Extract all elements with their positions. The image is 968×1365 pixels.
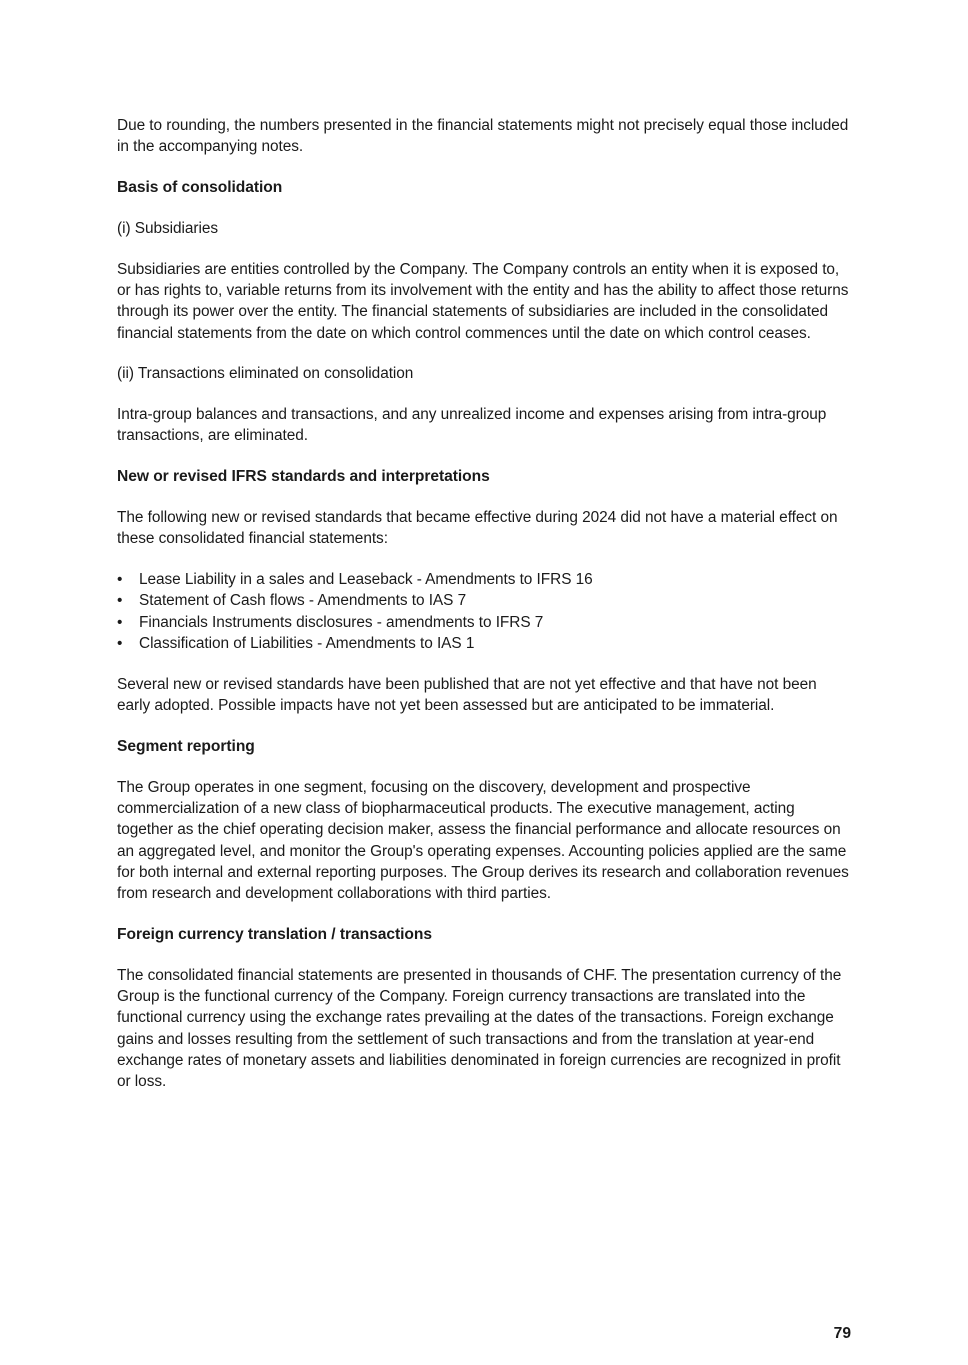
list-item: • Statement of Cash flows - Amendments to IAS 7 [117,590,853,611]
heading-foreign-currency: Foreign currency translation / transactions [117,926,433,944]
new-standards-outro: Several new or revised standards have been published that are not yet effective and that have not been early adopted. Possible impacts have not yet been assessed but are anticipated to be immaterial. [117,675,817,715]
heading-segment-reporting: Segment reporting [117,737,255,755]
segment-paragraph: The Group operates in one segment, focusing on the discovery, development and prospective commercialization of a new class of biopharmaceutical products. The executive management, acting together as the chief operating decision maker, assess the financial performance and allocate resources on an aggregated level, and monitor the Group's operating expenses. Accounting policies applied are the same for both internal and external reporting purposes. The Group derives its research and collaboration revenues from research and development collaborations with third parties. [117,778,849,903]
heading-basis-of-consolidation: Basis of consolidation [117,179,283,197]
list-item: • Classification of Liabilities - Amendments to IAS 1 [117,633,853,654]
page-number: 79 [833,1325,851,1342]
heading-new-standards: New or revised IFRS standards and interpretations [117,468,490,486]
currency-paragraph: The consolidated financial statements are presented in thousands of CHF. The presentation currency of the Group is the functional currency of the Company. Foreign currency transactions are translated into the functional currency using the exchange rates prevailing at the dates of the transactions. Foreign exchange gains and losses resulting from the settlement of such transactions and from the translation at year-end exchange rates of monetary assets and liabilities denominated in foreign currencies are recognized in profit or loss. [117,966,842,1091]
page-content [117,115,853,1112]
rounding-paragraph: Due to rounding, the numbers presented in the financial statements might not precisely equal those included in the accompanying notes. [117,117,849,156]
list-item: • Lease Liability in a sales and Leaseback - Amendments to IFRS 16 [117,569,853,590]
new-standards-intro: The following new or revised standards that became effective during 2024 did not have a material effect on these consolidated financial statements: [117,509,838,548]
transactions-label: (ii) Transactions eliminated on consolidation [117,365,414,383]
subsidiaries-paragraph: Subsidiaries are entities controlled by the Company. The Company controls an entity when it is exposed to, or has rights to, variable returns from its involvement with the entity and has the ability to affect those returns through its power over the entity. The financial statements of subsidiaries are included in the consolidated financial statements from the date on which control commences until the date on which control ceases. [117,260,849,342]
subsidiaries-label: (i) Subsidiaries [117,219,218,237]
list-item: • Financials Instruments disclosures - amendments to IFRS 7 [117,612,853,633]
standards-list [117,569,853,654]
transactions-paragraph: Intra-group balances and transactions, and any unrealized income and expenses arising from intra-group transactions, are eliminated. [117,406,827,445]
